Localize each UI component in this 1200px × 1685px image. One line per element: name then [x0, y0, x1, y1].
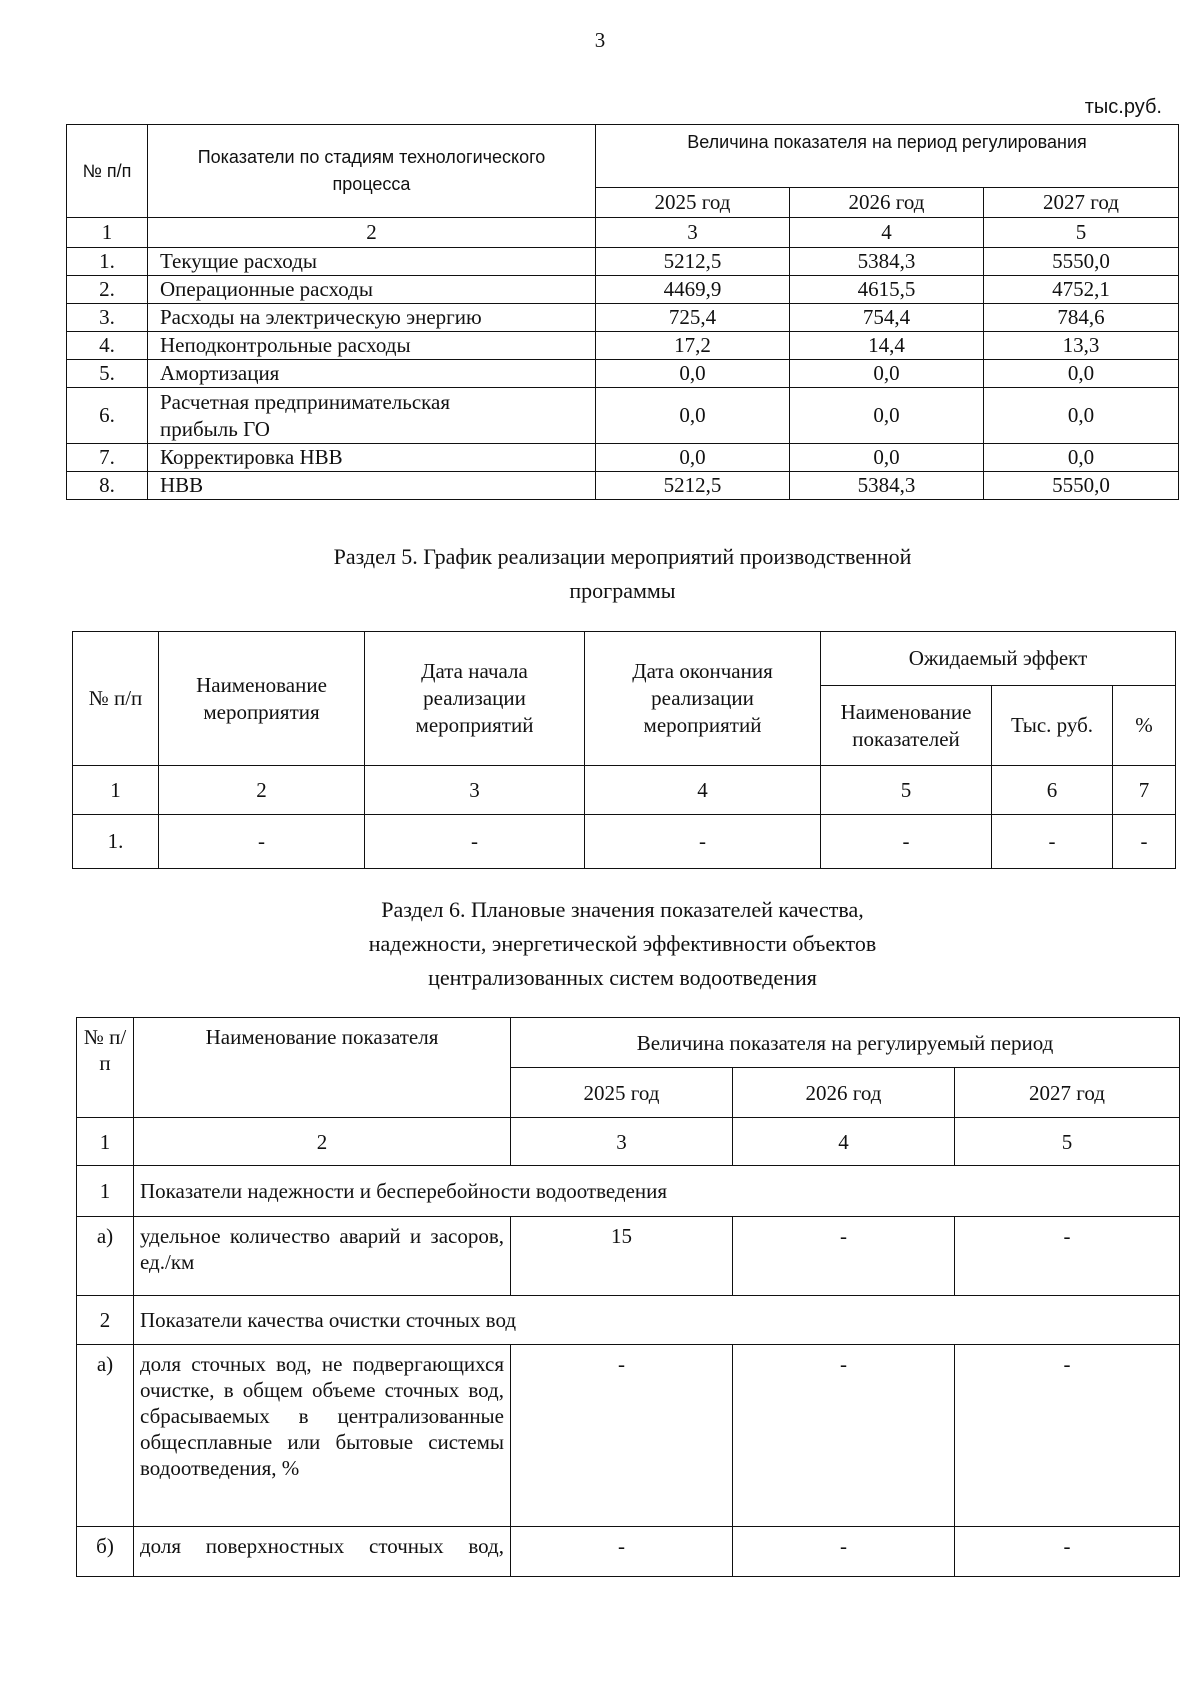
row-name: Операционные расходы — [148, 276, 596, 304]
row-name: НВВ — [148, 472, 596, 500]
header-value-group: Величина показателя на регулируемый период — [511, 1018, 1180, 1068]
row-name: удельное количество аварий и засоров, ед./км — [134, 1217, 511, 1296]
row-value-2026: 0,0 — [790, 388, 984, 444]
row-value-2025: 725,4 — [596, 304, 790, 332]
row-value-2025: 15 — [511, 1217, 733, 1296]
header-indicators: Наименование показателей — [821, 686, 992, 766]
header-num: № п/п — [73, 632, 159, 766]
row-value-2027: 4752,1 — [984, 276, 1179, 304]
header-year-2026: 2026 год — [790, 188, 984, 218]
row-value-2025: 0,0 — [596, 388, 790, 444]
header-expected-effect: Ожидаемый эффект — [821, 632, 1176, 686]
index-cell: 1 — [67, 218, 148, 248]
row-value-2027: - — [955, 1345, 1180, 1527]
header-percent: % — [1113, 686, 1176, 766]
expenses-table — [66, 124, 1179, 500]
index-cell: 5 — [821, 766, 992, 815]
section5-title — [0, 540, 1200, 608]
row-value-2025: 5212,5 — [596, 472, 790, 500]
section5-title-line2: программы — [569, 578, 676, 603]
group-row — [77, 1166, 1180, 1217]
group-num: 1 — [77, 1166, 134, 1217]
index-cell: 3 — [596, 218, 790, 248]
group-title: Показатели надежности и бесперебойности водоотведения — [134, 1166, 1180, 1217]
header-activity-name: Наименование мероприятия — [159, 632, 365, 766]
header-year-2027: 2027 год — [955, 1068, 1180, 1118]
table-row — [67, 304, 1179, 332]
row-num: 8. — [67, 472, 148, 500]
index-cell: 3 — [511, 1118, 733, 1166]
row-name: Корректировка НВВ — [148, 444, 596, 472]
row-indicators: - — [821, 815, 992, 869]
index-cell: 2 — [148, 218, 596, 248]
row-value-2027: - — [955, 1217, 1180, 1296]
row-name: Амортизация — [148, 360, 596, 388]
section6-title-line3: централизованных систем водоотведения — [428, 965, 817, 990]
table-row — [67, 444, 1179, 472]
row-value-2025: 4469,9 — [596, 276, 790, 304]
row-value-2025: 0,0 — [596, 444, 790, 472]
row-start-date: - — [365, 815, 585, 869]
row-num: а) — [77, 1345, 134, 1527]
index-row — [67, 218, 1179, 248]
row-value-2027: - — [955, 1527, 1180, 1577]
group-num: 2 — [77, 1296, 134, 1345]
index-row — [77, 1118, 1180, 1166]
row-value-2027: 5550,0 — [984, 472, 1179, 500]
row-name: Текущие расходы — [148, 248, 596, 276]
page-number: 3 — [594, 28, 606, 52]
row-num: 1. — [67, 248, 148, 276]
table-row — [77, 1527, 1180, 1577]
row-value-2026: 0,0 — [790, 444, 984, 472]
row-num: 1. — [73, 815, 159, 869]
row-num: б) — [77, 1527, 134, 1577]
row-value-2026: 14,4 — [790, 332, 984, 360]
table-row — [67, 360, 1179, 388]
index-cell: 4 — [790, 218, 984, 248]
row-value-2025: 5212,5 — [596, 248, 790, 276]
index-cell: 6 — [992, 766, 1113, 815]
row-name: Неподконтрольные расходы — [148, 332, 596, 360]
row-name: Расходы на электрическую энергию — [148, 304, 596, 332]
unit-label: тыс.руб. — [1084, 96, 1162, 118]
row-percent: - — [1113, 815, 1176, 869]
row-value-2025: - — [511, 1345, 733, 1527]
index-cell: 7 — [1113, 766, 1176, 815]
index-cell: 3 — [365, 766, 585, 815]
row-value-2027: 0,0 — [984, 444, 1179, 472]
index-cell: 1 — [77, 1118, 134, 1166]
table-row — [77, 1345, 1180, 1527]
index-cell: 5 — [984, 218, 1179, 248]
table-row — [67, 248, 1179, 276]
table-row — [77, 1217, 1180, 1296]
row-num: 3. — [67, 304, 148, 332]
row-value-2026: 0,0 — [790, 360, 984, 388]
section6-title — [0, 893, 1200, 995]
row-value-2027: 5550,0 — [984, 248, 1179, 276]
row-thousand-rub: - — [992, 815, 1113, 869]
row-value-2025: 17,2 — [596, 332, 790, 360]
index-cell: 2 — [159, 766, 365, 815]
row-num: 7. — [67, 444, 148, 472]
row-name: Расчетная предпринимательская прибыль ГО — [148, 388, 596, 444]
row-name: доля сточных вод, не подвергающихся очистке, в общем объеме сточных вод, сбрасываемых в централизованные общесплавные или бытовые системы водоотведения, % — [134, 1345, 511, 1527]
row-value-2026: - — [733, 1527, 955, 1577]
header-num: № п/п — [77, 1018, 134, 1118]
row-name: доля поверхностных сточных вод, — [134, 1527, 511, 1577]
section6-title-line1: Раздел 6. Плановые значения показателей качества, — [381, 897, 864, 922]
table-row — [67, 276, 1179, 304]
header-indicator-name: Наименование показателя — [134, 1018, 511, 1118]
section5-title-line1: Раздел 5. График реализации мероприятий производственной — [333, 544, 912, 569]
table-row — [67, 332, 1179, 360]
header-value-group: Величина показателя на период регулирования — [596, 125, 1179, 188]
row-value-2027: 13,3 — [984, 332, 1179, 360]
row-num: 6. — [67, 388, 148, 444]
row-value-2025: - — [511, 1527, 733, 1577]
row-value-2026: - — [733, 1345, 955, 1527]
header-year-2025: 2025 год — [596, 188, 790, 218]
row-num: 5. — [67, 360, 148, 388]
header-start-date: Дата начала реализации мероприятий — [365, 632, 585, 766]
quality-indicators-table — [76, 1017, 1180, 1577]
index-cell: 4 — [585, 766, 821, 815]
header-year-2026: 2026 год — [733, 1068, 955, 1118]
table-row — [67, 472, 1179, 500]
row-value-2027: 784,6 — [984, 304, 1179, 332]
section6-title-line2: надежности, энергетической эффективности объектов — [368, 931, 877, 956]
index-cell: 5 — [955, 1118, 1180, 1166]
row-value-2027: 0,0 — [984, 388, 1179, 444]
row-value-2026: 5384,3 — [790, 472, 984, 500]
row-value-2027: 0,0 — [984, 360, 1179, 388]
row-value-2025: 0,0 — [596, 360, 790, 388]
header-end-date: Дата окончания реализации мероприятий — [585, 632, 821, 766]
group-title: Показатели качества очистки сточных вод — [134, 1296, 1180, 1345]
row-end-date: - — [585, 815, 821, 869]
header-year-2027: 2027 год — [984, 188, 1179, 218]
index-cell: 2 — [134, 1118, 511, 1166]
row-num: 2. — [67, 276, 148, 304]
row-value-2026: 5384,3 — [790, 248, 984, 276]
header-year-2025: 2025 год — [511, 1068, 733, 1118]
header-indicator: Показатели по стадиям технологического процесса — [148, 125, 596, 218]
row-activity-name: - — [159, 815, 365, 869]
index-row — [73, 766, 1176, 815]
activities-table — [72, 631, 1176, 869]
row-value-2026: 754,4 — [790, 304, 984, 332]
row-num: а) — [77, 1217, 134, 1296]
header-num: № п/п — [67, 125, 148, 218]
index-cell: 1 — [73, 766, 159, 815]
table-row — [73, 815, 1176, 869]
index-cell: 4 — [733, 1118, 955, 1166]
table-row — [67, 388, 1179, 444]
row-num: 4. — [67, 332, 148, 360]
group-row — [77, 1296, 1180, 1345]
row-value-2026: 4615,5 — [790, 276, 984, 304]
header-thousand-rub: Тыс. руб. — [992, 686, 1113, 766]
row-value-2026: - — [733, 1217, 955, 1296]
